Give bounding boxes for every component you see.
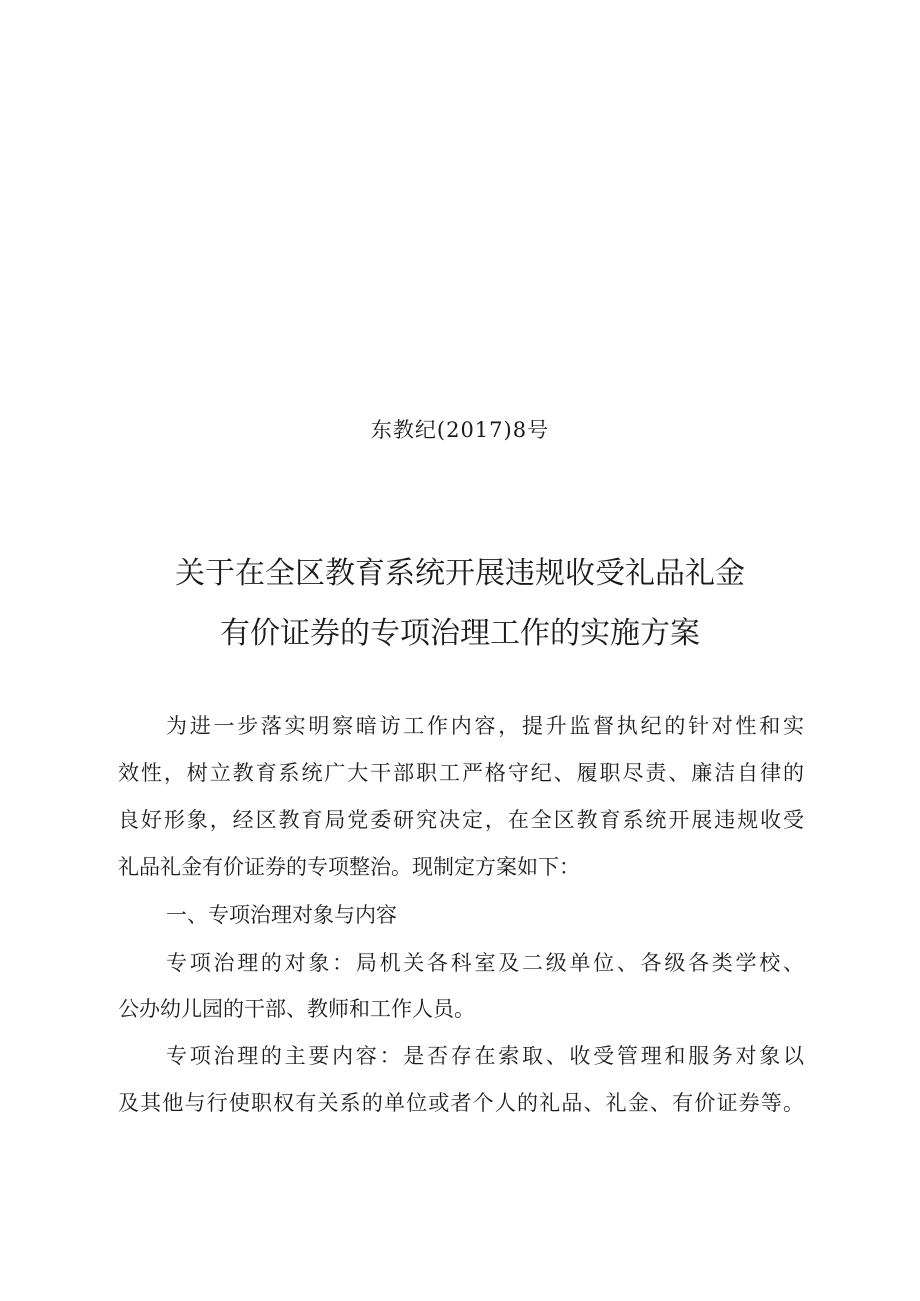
intro-paragraph-line-3: 良好形象，经区教育局党委研究决定，在全区教育系统开展违规收受: [118, 808, 804, 832]
intro-paragraph-line-4: 礼品礼金有价证券的专项整治。现制定方案如下：: [118, 855, 580, 879]
content-paragraph-line-1: 专项治理的主要内容：是否存在索取、收受管理和服务对象以: [166, 1044, 804, 1068]
intro-paragraph-line-2: 效性，树立教育系统广大干部职工严格守纪、履职尽责、廉洁自律的: [118, 761, 804, 785]
section-heading-1: 一、专项治理对象与内容: [166, 903, 397, 927]
intro-paragraph-line-1: 为进一步落实明察暗访工作内容，提升监督执纪的针对性和实: [166, 714, 804, 738]
document-number: 东教纪(2017)8号: [370, 418, 550, 442]
content-paragraph-line-2: 及其他与行使职权有关系的单位或者个人的礼品、礼金、有价证券等。: [118, 1091, 804, 1115]
document-title-line-1: 关于在全区教育系统开展违规收受礼品礼金: [175, 556, 745, 591]
object-paragraph-line-2: 公办幼儿园的干部、教师和工作人员。: [118, 997, 475, 1021]
object-paragraph-line-1: 专项治理的对象：局机关各科室及二级单位、各级各类学校、: [166, 951, 804, 975]
document-title-line-2: 有价证券的专项治理工作的实施方案: [220, 616, 700, 651]
